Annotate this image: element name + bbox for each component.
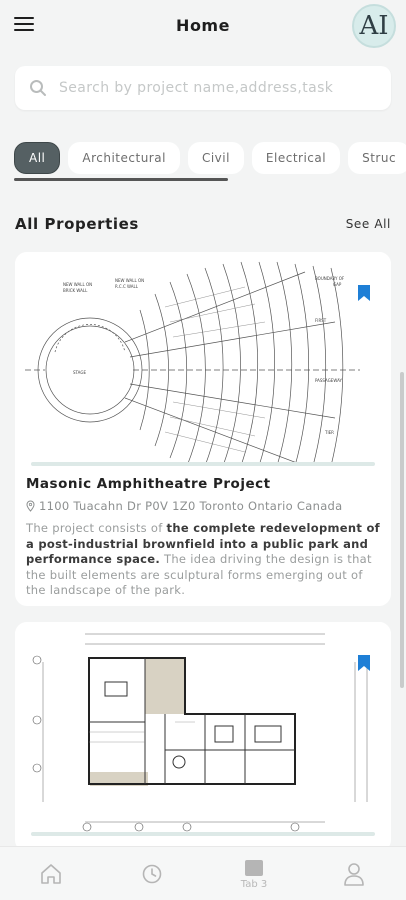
amphitheatre-plan-image (15, 252, 391, 466)
search-input[interactable] (59, 80, 379, 96)
tab-3[interactable] (224, 847, 284, 900)
search-icon (29, 79, 47, 97)
search-bar[interactable] (15, 66, 391, 110)
see-all-link[interactable]: See All (345, 217, 391, 231)
svg-text:NEW WALL ON: NEW WALL ON (63, 282, 93, 287)
tab-home[interactable] (21, 847, 81, 900)
property-address-text: 1100 Tuacahn Dr P0V 1Z0 Toronto Ontario Canada (39, 499, 343, 513)
svg-text:STAGE: STAGE (73, 370, 86, 375)
property-card[interactable] (15, 252, 391, 606)
location-pin-icon (26, 500, 35, 512)
section-title: All Properties (15, 215, 139, 233)
svg-text:BOUNDARY OF: BOUNDARY OF (315, 276, 345, 281)
image-divider (31, 462, 375, 466)
property-card[interactable] (15, 622, 391, 852)
svg-text:BRICK WALL: BRICK WALL (63, 288, 88, 293)
tab-history[interactable] (122, 847, 182, 900)
tab-profile[interactable] (324, 847, 384, 900)
user-icon (343, 862, 365, 886)
square-icon (244, 859, 264, 877)
tab-3-label: Tab 3 (240, 878, 268, 890)
page-title: Home (176, 16, 230, 35)
category-filter-tabs (14, 142, 406, 176)
property-description: The project consists of the complete redevelopment of a post-industrial brownfield into a public park and performance space. The idea driving the design is that the built elements are sculptural forms emerging out of the landscape of the park. (26, 521, 380, 597)
svg-text:PASSAGEWAY: PASSAGEWAY (315, 378, 342, 383)
image-divider (31, 832, 375, 836)
filter-chip-civil[interactable]: Civil (188, 142, 244, 174)
svg-text:GAP: GAP (333, 282, 342, 287)
filter-chip-electrical[interactable]: Electrical (252, 142, 340, 174)
svg-text:NEW WALL ON: NEW WALL ON (115, 278, 145, 283)
svg-text:R.C.C WALL: R.C.C WALL (115, 284, 138, 289)
header (0, 0, 406, 56)
home-icon (39, 863, 63, 885)
svg-text:FIRST: FIRST (315, 318, 327, 323)
bookmark-icon[interactable] (357, 284, 371, 302)
clock-icon (141, 863, 163, 885)
filter-chip-all[interactable]: All (14, 142, 60, 174)
filter-chip-structural[interactable]: Struc (348, 142, 406, 174)
svg-text:TIER: TIER (325, 430, 334, 435)
page-scrollbar[interactable] (400, 372, 404, 688)
floor-plan-image (15, 622, 391, 836)
filter-chip-architectural[interactable]: Architectural (68, 142, 180, 174)
bottom-tab-bar (0, 846, 406, 900)
property-title: Masonic Amphitheatre Project (26, 476, 271, 492)
bookmark-icon[interactable] (357, 654, 371, 672)
avatar[interactable]: AI (352, 4, 396, 48)
property-address (26, 499, 343, 513)
filter-scroll-indicator (14, 178, 228, 181)
